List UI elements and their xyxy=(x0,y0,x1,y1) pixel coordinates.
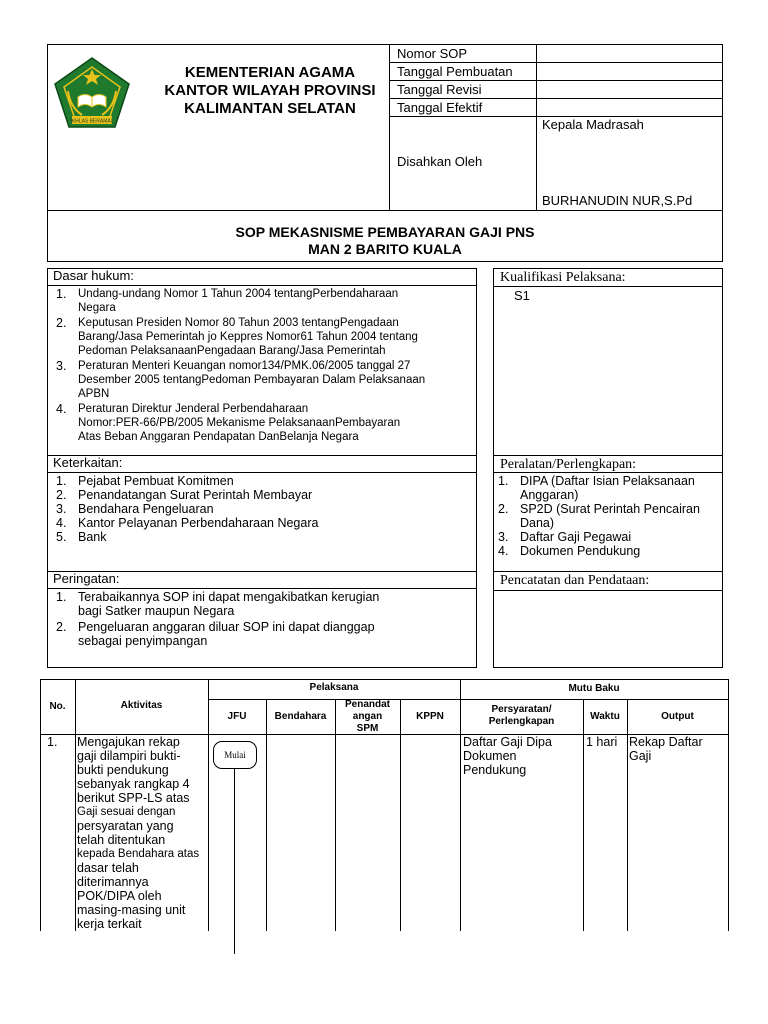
header-row-line xyxy=(389,98,723,99)
list-line: SP2D (Surat Perintah Pencairan xyxy=(520,502,700,516)
section-line xyxy=(47,588,477,589)
list-number: 3. xyxy=(56,502,67,516)
list-item xyxy=(40,502,480,516)
list-line: Undang-undang Nomor 1 Tahun 2004 tentangPerbendaharaan xyxy=(78,288,399,300)
list-number: 3. xyxy=(498,530,509,544)
keterkaitan-heading: Keterkaitan: xyxy=(53,455,123,470)
col-header-line: SPM xyxy=(356,723,379,734)
table-col-line xyxy=(40,679,41,931)
col-header-waktu: Waktu xyxy=(590,711,620,722)
persyaratan-line: Pendukung xyxy=(463,763,527,777)
section-line xyxy=(493,590,723,591)
section-line xyxy=(47,472,477,473)
list-item xyxy=(40,488,480,502)
activity-line: bukti pendukung xyxy=(77,763,169,777)
list-line: Nomor:PER-66/PB/2005 Mekanisme PelaksanaanPembayaran xyxy=(78,417,401,429)
list-line: DIPA (Daftar Isian Pelaksanaan xyxy=(520,474,695,488)
agency-province: KALIMANTAN SELATAN xyxy=(184,100,356,117)
dasar-hukum-list xyxy=(40,287,480,444)
label-tanggal-pembuatan: Tanggal Pembuatan xyxy=(397,64,513,79)
persyaratan-line: Dokumen xyxy=(463,749,517,763)
col-header-bendahara: Bendahara xyxy=(274,711,327,722)
keterkaitan-list xyxy=(40,474,480,544)
list-line: Terabaikannya SOP ini dapat mengakibatkan kerugian xyxy=(78,590,380,604)
flow-start-terminator xyxy=(213,741,257,769)
activity-line: Mengajukan rekap xyxy=(77,735,180,749)
list-number: 1. xyxy=(56,590,67,604)
header-row-line xyxy=(389,62,723,63)
persyaratan-value xyxy=(463,735,581,777)
activity-line: masing-masing unit xyxy=(77,903,186,917)
list-item xyxy=(40,530,480,544)
sop-title: SOP MEKASNISME PEMBAYARAN GAJI PNS xyxy=(235,224,535,240)
approver-name: BURHANUDIN NUR,S.Pd xyxy=(542,193,693,208)
table-top-line xyxy=(40,679,728,680)
col-header-line: Penandat xyxy=(344,699,390,710)
activity-line: POK/DIPA oleh xyxy=(77,889,162,903)
dasar-hukum-heading: Dasar hukum: xyxy=(53,268,134,283)
table-col-line xyxy=(627,699,628,931)
col-header-line: Persyaratan/ xyxy=(491,704,552,715)
col-header-no: No. xyxy=(49,701,66,712)
list-number: 1. xyxy=(56,287,67,301)
label-tanggal-revisi: Tanggal Revisi xyxy=(397,82,482,97)
list-item xyxy=(40,359,480,401)
list-line: Bendahara Pengeluaran xyxy=(78,502,214,516)
col-header-pelaksana: Pelaksana xyxy=(309,682,359,693)
list-number: 2. xyxy=(56,620,67,634)
label-disahkan-oleh: Disahkan Oleh xyxy=(397,154,483,169)
list-number: 1. xyxy=(498,474,509,488)
col-header-persyaratan xyxy=(460,704,583,728)
list-line: Pedoman PelaksanaanPengadaan Barang/Jasa Pemerintah xyxy=(78,345,386,357)
col-header-kppn: KPPN xyxy=(416,711,444,722)
agency-office: KANTOR WILAYAH PROVINSI xyxy=(164,82,376,99)
activity-description xyxy=(77,735,207,931)
list-number: 3. xyxy=(56,359,67,373)
approver-position: Kepala Madrasah xyxy=(542,117,644,132)
list-line: Pengeluaran anggaran diluar SOP ini dapat dianggap xyxy=(78,620,375,634)
list-line: Pejabat Pembuat Komitmen xyxy=(78,474,234,488)
activity-line: gaji dilampiri bukti- xyxy=(77,749,181,763)
activity-line: sebanyak rangkap 4 xyxy=(77,777,190,791)
waktu-value: 1 hari xyxy=(586,735,618,749)
peralatan-heading: Peralatan/Perlengkapan: xyxy=(500,457,637,472)
list-line: Bank xyxy=(78,530,107,544)
table-col-line xyxy=(728,679,729,931)
header-value-divider xyxy=(536,44,537,210)
peringatan-list xyxy=(40,590,480,648)
sop-subtitle: MAN 2 BARITO KUALA xyxy=(308,241,462,257)
list-item xyxy=(482,544,727,558)
list-item xyxy=(40,516,480,530)
header-row-line xyxy=(389,80,723,81)
list-line: Daftar Gaji Pegawai xyxy=(520,530,632,544)
list-line: Dana) xyxy=(520,516,555,530)
agency-name: KEMENTERIAN AGAMA xyxy=(184,64,356,81)
list-line: Peraturan Menteri Keuangan nomor134/PMK.06/2005 tanggal 27 xyxy=(78,360,411,372)
list-line: Negara xyxy=(78,302,116,314)
col-header-line: Perlengkapan xyxy=(488,716,555,727)
table-col-line xyxy=(75,679,76,931)
ministry-logo xyxy=(52,55,132,131)
col-header-mutu-baku: Mutu Baku xyxy=(568,683,620,694)
label-nomor-sop: Nomor SOP xyxy=(397,46,468,61)
list-line: Desember 2005 tentangPedoman Pembayaran Dalam Pelaksanaan xyxy=(78,374,426,386)
list-line: bagi Satker maupun Negara xyxy=(78,604,235,618)
col-header-jfu: JFU xyxy=(227,711,247,722)
activity-line: diterimannya xyxy=(77,875,149,889)
list-line: Anggaran) xyxy=(520,488,579,502)
flow-connector-line xyxy=(234,769,235,954)
output-value xyxy=(629,735,727,763)
activity-line: berikut SPP-LS atas xyxy=(77,791,190,805)
list-number: 2. xyxy=(56,316,67,330)
list-number: 5. xyxy=(56,530,67,544)
kualifikasi-value: S1 xyxy=(514,288,530,303)
col-header-aktivitas: Aktivitas xyxy=(120,700,163,711)
list-line: Dokumen Pendukung xyxy=(520,544,641,558)
activity-line: Gaji sesuai dengan xyxy=(77,806,176,818)
activity-line: telah ditentukan xyxy=(77,833,166,847)
row-number: 1. xyxy=(47,735,58,749)
logo-banner-text: IKHLAS BERAMAL xyxy=(70,118,114,125)
pencatatan-heading: Pencatatan dan Pendataan: xyxy=(500,573,650,588)
section-line xyxy=(493,286,723,287)
flow-start-label: Mulai xyxy=(224,750,246,760)
section-line xyxy=(47,285,477,286)
list-item xyxy=(40,590,480,618)
peringatan-heading: Peringatan: xyxy=(53,571,120,586)
list-line: Barang/Jasa Pemerintah jo Keppres Nomor61 Tahun 2004 tentang xyxy=(78,331,418,343)
list-number: 4. xyxy=(56,402,67,416)
list-item xyxy=(482,474,727,502)
list-item xyxy=(40,620,480,648)
label-tanggal-efektif: Tanggal Efektif xyxy=(397,100,483,115)
activity-line: persyaratan yang xyxy=(77,819,174,833)
list-item xyxy=(482,530,727,544)
list-line: Keputusan Presiden Nomor 80 Tahun 2003 tentangPengadaan xyxy=(78,317,399,329)
kualifikasi-heading: Kualifikasi Pelaksana: xyxy=(500,270,626,285)
list-line: Kantor Pelayanan Perbendaharaan Negara xyxy=(78,516,319,530)
col-header-output: Output xyxy=(661,711,694,722)
list-item xyxy=(40,402,480,444)
activity-line: kepada Bendahara atas xyxy=(77,848,200,860)
list-line: APBN xyxy=(78,388,110,400)
list-item xyxy=(40,316,480,358)
col-header-penandatangan xyxy=(335,699,400,735)
table-col-line xyxy=(400,699,401,931)
list-item xyxy=(40,474,480,488)
list-line: Penandatangan Surat Perintah Membayar xyxy=(78,488,313,502)
col-header-line: angan xyxy=(352,711,383,722)
persyaratan-line: Daftar Gaji Dipa xyxy=(463,735,552,749)
output-line: Gaji xyxy=(629,749,652,763)
activity-line: kerja terkait xyxy=(77,917,142,931)
peralatan-list xyxy=(482,474,727,558)
list-number: 2. xyxy=(56,488,67,502)
table-col-line xyxy=(583,699,584,931)
list-number: 2. xyxy=(498,502,509,516)
list-line: Atas Beban Anggaran Pendapatan DanBelanja Negara xyxy=(78,431,359,443)
output-line: Rekap Daftar xyxy=(629,735,703,749)
list-line: sebagai penyimpangan xyxy=(78,634,208,648)
list-line: Peraturan Direktur Jenderal Perbendaharaan xyxy=(78,403,309,415)
list-item xyxy=(40,287,480,315)
table-col-line xyxy=(266,699,267,931)
list-item xyxy=(482,502,727,530)
list-number: 4. xyxy=(498,544,509,558)
activity-line: dasar telah xyxy=(77,861,139,875)
table-subheader-line xyxy=(208,699,728,700)
list-number: 4. xyxy=(56,516,67,530)
list-number: 1. xyxy=(56,474,67,488)
